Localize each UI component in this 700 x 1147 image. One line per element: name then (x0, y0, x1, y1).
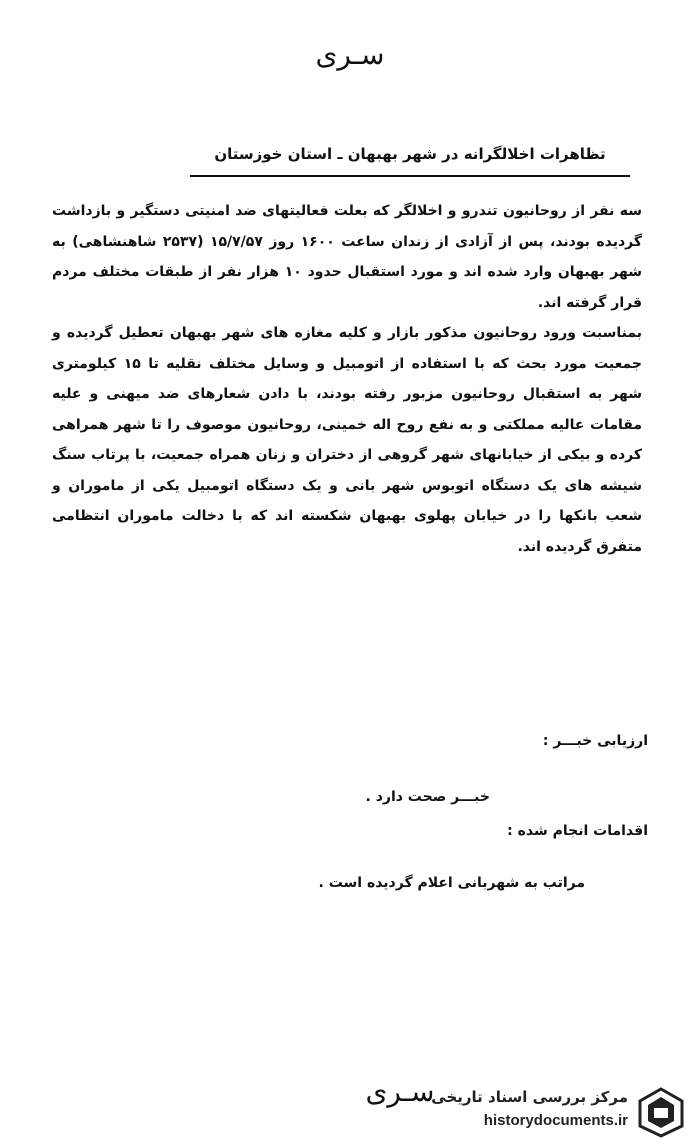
archive-watermark (416, 1086, 686, 1138)
actions-value: مراتب به شهربانی اعلام گردیده است . (318, 875, 585, 891)
document-subject: تظاهرات اخلالگرانه در شهر بهبهان ـ استان خوزستان (214, 145, 606, 163)
body-paragraph-1: سه نفر از روحانیون تندرو و اخلالگر که بعلت فعالیتهای ضد امنیتی دستگیر و بازداشت گردیده بودند، پس از آزادی از زندان ساعت ۱۶۰۰ روز ۱۵/۷/۵۷ (۲۵۳۷ شاهنشاهی) به شهر بهبهان وارد شده اند و مورد استقبال حدود ۱۰ هزار نفر از طبقات مختلف مردم قرار گرفته اند. (52, 203, 643, 311)
evaluation-label: ارزیابی خبـــر : (542, 733, 648, 749)
document-body (52, 196, 642, 562)
watermark-url: historydocuments.ir (483, 1112, 628, 1129)
classification-footer: سـری (365, 1075, 435, 1108)
classification-header: سـری (315, 38, 385, 71)
watermark-title: مرکز بررسی اسناد تاریخی (431, 1088, 628, 1106)
subject-underline (190, 175, 630, 177)
evaluation-value: خبـــر صحت دارد . (365, 789, 490, 805)
archive-logo-icon (636, 1086, 686, 1138)
body-paragraph-2: بمناسبت ورود روحانیون مذکور بازار و کلیه مغازه های شهر بهبهان تعطیل گردیده و جمعیت مورد بحث که با استفاده از اتومبیل و وسایل مختلف نقلیه تا ۱۵ کیلومتری شهر به استقبال روحانیون مزبور رفته بودند، با دادن شعارهای ضد میهنی و علیه مقامات عالیه مملکتی و به نفع روح اله خمینی، روحانیون موصوف را تا شهر همراهی کرده و بیکی از خیابانهای شهر گروهی از دختران و زنان همراه جمعیت، با پرتاب سنگ شیشه های یک دستگاه اتوبوس شهر بانی و یک دستگاه اتومبیل یکی از ماموران و شعب بانکها را در خیابان پهلوی بهبهان شکسته اند که با دخالت ماموران انتظامی متفرق گردیده اند. (52, 325, 642, 555)
actions-label: اقدامات انجام شده : (507, 823, 648, 839)
